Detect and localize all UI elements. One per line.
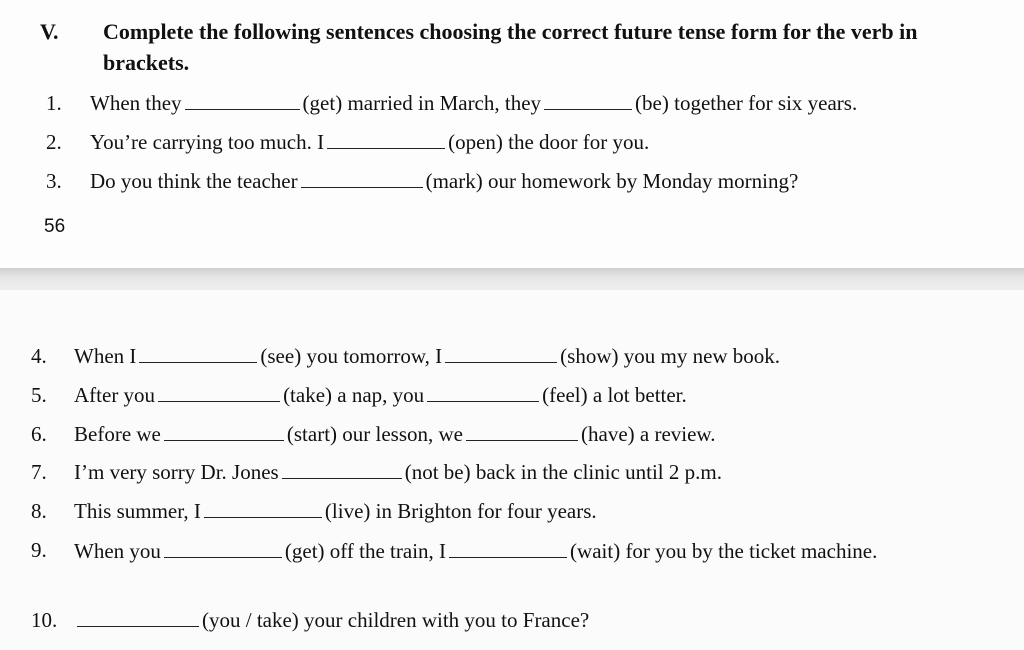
exercise-number: V. [40, 19, 59, 44]
item-text: I’m very sorry Dr. Jones [74, 460, 279, 484]
answer-blank[interactable] [77, 606, 199, 627]
item-number: 3. [46, 169, 62, 193]
item-text: (not be) back in the clinic until 2 p.m. [404, 460, 722, 484]
answer-blank[interactable] [282, 458, 402, 479]
page-bottom [0, 290, 1024, 650]
item-text: (get) off the train, I [284, 539, 447, 563]
item-text: (take) a nap, you [283, 383, 425, 407]
item-text: (wait) for you by the ticket machine. [570, 539, 878, 563]
item-text: This summer, I [74, 499, 201, 523]
item-text: You’re carrying too much. I [90, 130, 325, 154]
item-number: 10. [31, 608, 58, 632]
item-number: 4. [31, 344, 47, 368]
item-text: (get) married in March, they [302, 91, 542, 115]
item-number: 1. [46, 91, 62, 115]
item-text: When I [74, 344, 137, 368]
item-text: (open) the door for you. [448, 130, 650, 154]
item-text: (be) together for six years. [635, 91, 858, 115]
answer-blank[interactable] [301, 167, 423, 188]
answer-blank[interactable] [185, 89, 300, 110]
answer-blank[interactable] [327, 128, 445, 149]
item-number: 8. [31, 499, 47, 523]
item-text: After you [74, 383, 156, 407]
item-text: When you [74, 539, 161, 563]
page-divider [0, 268, 1024, 290]
page-top [0, 0, 1024, 268]
item-number: 6. [31, 422, 47, 446]
answer-blank[interactable] [427, 381, 539, 402]
item-text: (start) our lesson, we [286, 422, 463, 446]
item-text: (have) a review. [581, 422, 716, 446]
item-number: 9. [31, 538, 47, 562]
answer-blank[interactable] [449, 537, 567, 558]
answer-blank[interactable] [466, 420, 578, 441]
item-text: When they [90, 91, 182, 115]
item-text: (show) you my new book. [560, 344, 781, 368]
answer-blank[interactable] [204, 497, 322, 518]
exercise-instruction: Complete the following sentences choosing the correct future tense form for the verb in brackets. [103, 19, 918, 75]
answer-blank[interactable] [139, 342, 257, 363]
item-text: (live) in Brighton for four years. [324, 499, 597, 523]
item-text: (see) you tomorrow, I [260, 344, 443, 368]
item-number: 5. [31, 383, 47, 407]
item-text: (mark) our homework by Monday morning? [425, 169, 799, 193]
answer-blank[interactable] [164, 420, 284, 441]
item-text: (feel) a lot better. [542, 383, 687, 407]
answer-blank[interactable] [544, 89, 632, 110]
item-text: Before we [74, 422, 161, 446]
item-number: 7. [31, 460, 47, 484]
page-number: 56 [44, 216, 66, 237]
answer-blank[interactable] [445, 342, 557, 363]
item-text: Do you think the teacher [90, 169, 298, 193]
item-number: 2. [46, 130, 62, 154]
item-text: (you / take) your children with you to France? [202, 608, 590, 632]
answer-blank[interactable] [158, 381, 280, 402]
answer-blank[interactable] [164, 537, 282, 558]
